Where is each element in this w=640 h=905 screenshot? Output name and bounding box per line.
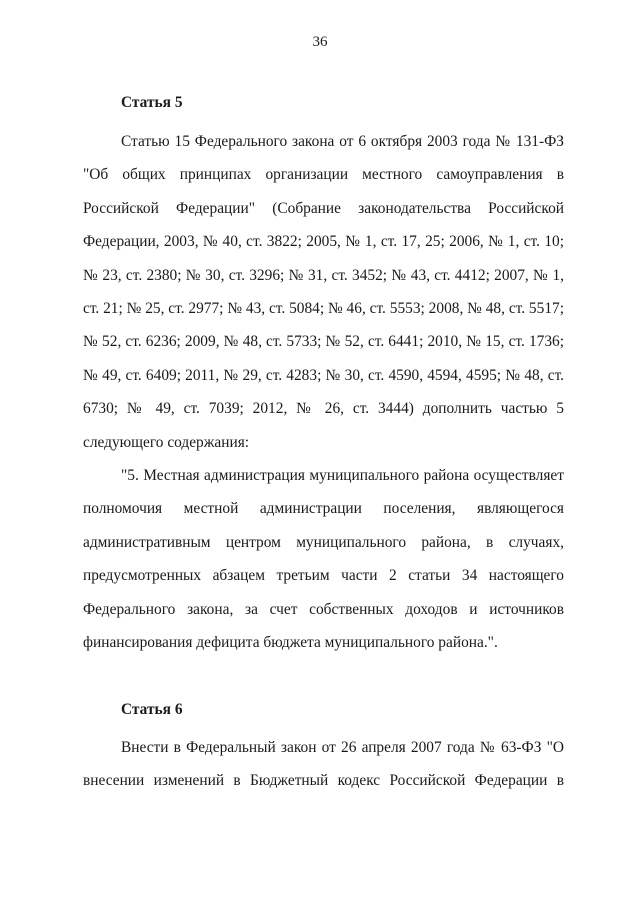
spacer	[83, 660, 564, 701]
page-number: 36	[312, 34, 328, 50]
article-5	[83, 94, 564, 660]
article-5-paragraph-1: Статью 15 Федерального закона от 6 октября 2003 года № 131-ФЗ "Об общих принципах организации местного самоуправления в Российской Федерации" (Собрание законодательства Российской Федерации, 2003, № 40, ст. 3822; 2005, № 1, ст. 17, 25; 2006, № 1, ст. 10; № 23, ст. 2380; № 30, ст. 3296; № 31, ст. 3452; № 43, ст. 4412; 2007, № 1, ст. 21; № 25, ст. 2977; № 43, ст. 5084; № 46, ст. 5553; 2008, № 48, ст. 5517; № 52, ст. 6236; 2009, № 48, ст. 5733; № 52, ст. 6441; 2010, № 15, ст. 1736; № 49, ст. 6409; 2011, № 29, ст. 4283; № 30, ст. 4590, 4594, 4595; № 48, ст. 6730; № 49, ст. 7039; 2012, № 26, ст. 3444) дополнить частью 5 следующего содержания:	[83, 133, 564, 451]
article-6-heading: Статья 6	[121, 700, 183, 718]
article-5-heading: Статья 5	[121, 94, 183, 111]
article-6-paragraph-1: Внести в Федеральный закон от 26 апреля 2007 года № 63-ФЗ "О внесении изменений в Бюджетный кодекс Российской Федерации в	[83, 738, 564, 789]
spacer	[83, 719, 564, 731]
article-6	[83, 701, 564, 798]
article-5-paragraph-2: "5. Местная администрация муниципального района осуществляет полномочия местной администрации поселения, являющегося административным центром муниципального района, в случаях, предусмотренных абзацем третьим части 2 статьи 34 настоящего Федерального закона, за счет собственных доходов и источников финансирования дефицита бюджета муниципального района.".	[83, 467, 564, 652]
document-body	[83, 94, 564, 797]
spacer	[83, 112, 564, 125]
